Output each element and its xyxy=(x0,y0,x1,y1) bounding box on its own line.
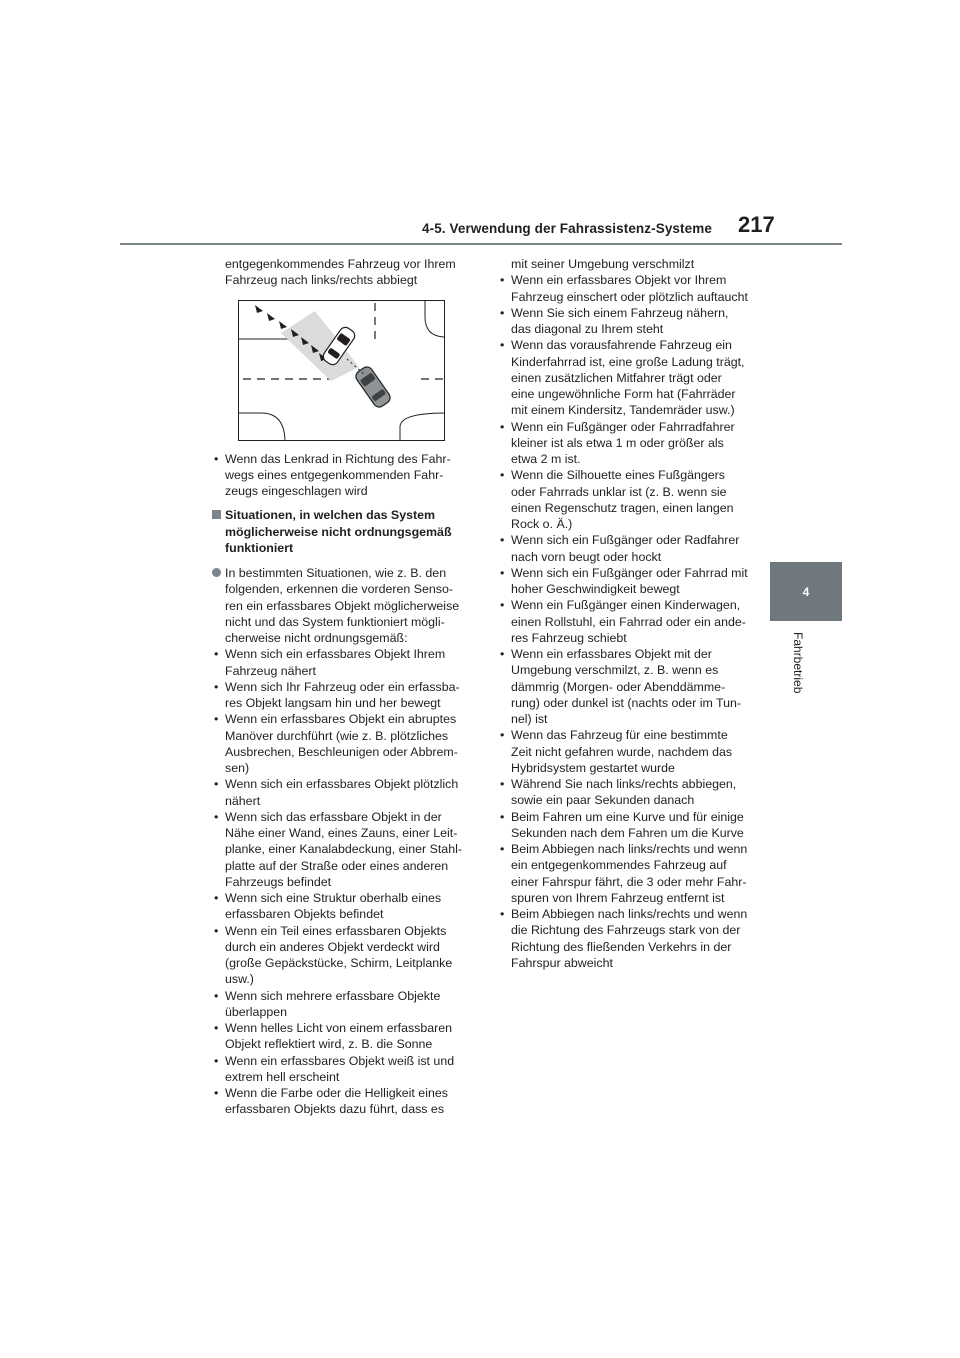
own-car-icon xyxy=(354,364,393,409)
page-number: 217 xyxy=(738,212,775,237)
list-item: • Wenn sich Ihr Fahrzeug oder ein erfassbares Objekt langsam hin und her bewegt xyxy=(212,679,462,712)
list-item: • Wenn sich ein Fußgänger oder Radfahrer nach vorn beugt oder hockt xyxy=(498,532,748,565)
list-item: • Wenn Sie sich einem Fahrzeug nähern, das diagonal zu Ihrem steht xyxy=(498,305,748,338)
chapter-tab[interactable] xyxy=(770,562,842,621)
chapter-label: Fahrbetrieb xyxy=(791,632,805,694)
circle-bullet-icon xyxy=(212,568,221,577)
section-title: 4-5. Verwendung der Fahrassistenz-Systeme xyxy=(422,221,712,236)
list-item: • Wenn helles Licht von einem erfassbaren Objekt reflektiert wird, z. B. die Sonne xyxy=(212,1020,462,1053)
list-item: • Wenn ein Fußgänger oder Fahrradfahrer kleiner ist als etwa 1 m oder größer als etwa 2 m ist. xyxy=(498,419,748,468)
list-item: • Wenn sich das erfassbare Objekt in der Nähe einer Wand, eines Zauns, einer Leitplanke, einer Kanalabdeckung, einer Stahlplatte auf der Straße oder eines anderen Fahrzeugs befindet xyxy=(212,809,462,890)
list-item: • Wenn sich mehrere erfassbare Objekte überlappen xyxy=(212,988,462,1021)
section-heading xyxy=(212,507,462,556)
list-item: • Wenn ein erfassbares Objekt weiß ist und extrem hell erscheint xyxy=(212,1053,462,1086)
right-continuation: mit seiner Umgebung verschmilzt xyxy=(511,257,695,271)
list-item: • Beim Fahren um eine Kurve und für einige Sekunden nach dem Fahren um die Kurve xyxy=(498,809,748,842)
list-item: • Wenn ein erfassbares Objekt mit der Umgebung verschmilzt, z. B. wenn es dämmrig (Morgen- oder Abenddämmerung) oder dunkel ist (nachts oder im Tunnel) ist xyxy=(498,646,748,727)
intersection-diagram xyxy=(239,301,445,441)
list-item: • Wenn die Farbe oder die Helligkeit eines erfassbaren Objekts dazu führt, dass es xyxy=(212,1085,462,1118)
square-bullet-icon xyxy=(212,510,221,519)
header-rule xyxy=(120,243,842,245)
list-item: • Wenn das vorausfahrende Fahrzeug ein Kinderfahrrad ist, eine große Ladung trägt, einen zusätzlichen Mitfahrer trägt oder eine ungewöhnliche Form hat (Fahrräder mit einem Kindersitz, Tandemräder usw.) xyxy=(498,337,748,418)
circle-paragraph xyxy=(212,565,462,646)
section-heading-text: Situationen, in welchen das System möglicherweise nicht ordnungsgemäß funktioniert xyxy=(225,508,452,555)
list-item: • Beim Abbiegen nach links/rechts und wenn ein entgegenkommendes Fahrzeug auf einer Fahrspur fährt, die 3 oder mehr Fahrspuren von Ihrem Fahrzeug entfernt ist xyxy=(498,841,748,906)
intro-continuation: entgegenkommendes Fahrzeug vor Ihrem Fahrzeug nach links/rechts abbiegt xyxy=(225,257,456,288)
left-bullet-list xyxy=(212,646,462,1117)
list-item: • Wenn sich ein erfassbares Objekt plötzlich nähert xyxy=(212,776,462,809)
list-item: • Wenn sich ein erfassbares Objekt Ihrem Fahrzeug nähert xyxy=(212,646,462,679)
list-item: • Wenn das Fahrzeug für eine bestimmte Zeit nicht gefahren wurde, nachdem das Hybridsystem gestartet wurde xyxy=(498,727,748,776)
chapter-number: 4 xyxy=(802,584,810,599)
bullet-steering-into-oncoming: • Wenn das Lenkrad in Richtung des Fahrwegs eines entgegenkommenden Fahrzeugs eingeschlagen wird xyxy=(212,451,462,500)
list-item: • Wenn sich eine Struktur oberhalb eines erfassbaren Objekts befindet xyxy=(212,890,462,923)
list-item: • Wenn die Silhouette eines Fußgängers oder Fahrrads unklar ist (z. B. wenn sie einen Regenschutz tragen, einen langen Rock o. Ä.) xyxy=(498,467,748,532)
left-column xyxy=(212,256,462,1118)
list-item: • Wenn ein Teil eines erfassbaren Objekts durch ein anderes Objekt verdeckt wird (große Gepäckstücke, Schirm, Leitplanke usw.) xyxy=(212,923,462,988)
circle-paragraph-text: In bestimmten Situationen, wie z. B. den folgenden, erkennen die vorderen Sensoren ein erfassbares Objekt möglicherweise nicht und das System funktioniert möglicherweise nicht ordnungsgemäß: xyxy=(225,566,460,645)
right-column xyxy=(498,256,748,971)
list-item: • Wenn ein erfassbares Objekt ein abruptes Manöver durchführt (wie z. B. plötzliches Ausbrechen, Beschleunigen oder Abbremsen) xyxy=(212,711,462,776)
intersection-illustration xyxy=(238,300,445,441)
list-item: • Wenn sich ein Fußgänger oder Fahrrad mit hoher Geschwindigkeit bewegt xyxy=(498,565,748,598)
list-item: • Während Sie nach links/rechts abbiegen, sowie ein paar Sekunden danach xyxy=(498,776,748,809)
list-item: • Wenn ein erfassbares Objekt vor Ihrem Fahrzeug einschert oder plötzlich auftaucht xyxy=(498,272,748,305)
right-bullet-list xyxy=(498,272,748,971)
list-item: • Beim Abbiegen nach links/rechts und wenn die Richtung des Fahrzeugs stark von der Richtung des fließenden Verkehrs in der Fahrspur abweicht xyxy=(498,906,748,971)
list-item: • Wenn ein Fußgänger einen Kinderwagen, einen Rollstuhl, ein Fahrrad oder ein anderes Fahrzeug schiebt xyxy=(498,597,748,646)
